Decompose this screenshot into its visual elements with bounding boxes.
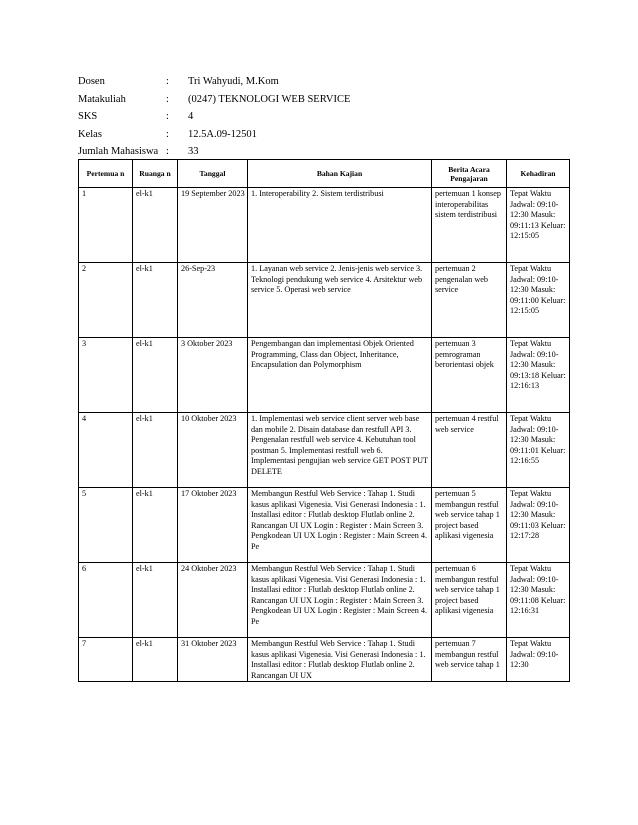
cell-tanggal: 31 Oktober 2023	[178, 638, 248, 682]
cell-kehadiran: Tepat Waktu Jadwal: 09:10-12:30 Masuk: 09:11:01 Keluar: 12:16:55	[507, 413, 570, 488]
info-value: 33	[188, 146, 199, 157]
table-row	[79, 263, 570, 338]
cell-tanggal: 17 Oktober 2023	[178, 488, 248, 563]
cell-tanggal: 3 Oktober 2023	[178, 338, 248, 413]
info-row-sks	[78, 108, 478, 126]
cell-berita-acara: pertemuan 5 membangun restful web service tahap 1 project based aplikasi vigenesia	[432, 488, 507, 563]
cell-tanggal: 24 Oktober 2023	[178, 563, 248, 638]
header-ruangan: Ruanga n	[133, 160, 178, 188]
course-info	[78, 73, 478, 161]
header-tanggal: Tanggal	[178, 160, 248, 188]
cell-pertemuan: 6	[79, 563, 133, 638]
cell-berita-acara: pertemuan 3 pemrograman berorientasi objek	[432, 338, 507, 413]
cell-kehadiran: Tepat Waktu Jadwal: 09:10-12:30 Masuk: 09:11:13 Keluar: 12:15:05	[507, 188, 570, 263]
cell-pertemuan: 4	[79, 413, 133, 488]
info-colon: :	[166, 93, 169, 105]
cell-kehadiran: Tepat Waktu Jadwal: 09:10-12:30 Masuk: 09:11:00 Keluar: 12:15:05	[507, 263, 570, 338]
table-row	[79, 188, 570, 263]
cell-bahan-kajian: Membangun Restful Web Service : Tahap 1. Studi kasus aplikasi Vigenesia. Visi Generasi Indonesia : 1. Installasi editor : Flutlab desktop Flutlab online 2. Rancangan UI UX Login : Register : Main Screen 3. Pengkodean UI UX Login : Register : Main Screen 4. Pe	[248, 488, 432, 563]
table-row	[79, 638, 570, 682]
info-row-jumlah-mahasiswa	[78, 143, 478, 161]
cell-bahan-kajian: Pengembangan dan implementasi Objek Oriented Programming, Class dan Object, Inheritance, Encapsulation dan Polymorphism	[248, 338, 432, 413]
cell-berita-acara: pertemuan 6 membangun restful web service tahap 1 project based aplikasi vigenesia	[432, 563, 507, 638]
cell-pertemuan: 3	[79, 338, 133, 413]
header-berita-acara: Berita Acara Pengajaran	[432, 160, 507, 188]
cell-kehadiran: Tepat Waktu Jadwal: 09:10-12:30 Masuk: 09:11:08 Keluar: 12:16:31	[507, 563, 570, 638]
cell-bahan-kajian: 1. Implementasi web service client server web base dan mobile 2. Disain database dan restfull API 3. Pengenalan restfull web service 4. Kebutuhan tool postman 5. Implementasi restfull web 6. Implementasi pengujian web service GET POST PUT DELETE	[248, 413, 432, 488]
info-row-matakuliah	[78, 91, 478, 109]
info-row-kelas	[78, 126, 478, 144]
cell-kehadiran: Tepat Waktu Jadwal: 09:10-12:30 Masuk: 09:13:18 Keluar: 12:16:13	[507, 338, 570, 413]
header-pertemuan: Pertemua n	[79, 160, 133, 188]
cell-tanggal: 19 September 2023	[178, 188, 248, 263]
table-header-row	[79, 160, 570, 188]
header-bahan-kajian: Bahan Kajian	[248, 160, 432, 188]
cell-pertemuan: 2	[79, 263, 133, 338]
cell-pertemuan: 7	[79, 638, 133, 682]
cell-ruangan: el-k1	[133, 338, 178, 413]
table-row	[79, 488, 570, 563]
info-value: 4	[188, 111, 194, 122]
cell-kehadiran: Tepat Waktu Jadwal: 09:10-12:30	[507, 638, 570, 682]
cell-bahan-kajian: 1. Interoperability 2. Sistem terdistribusi	[248, 188, 432, 263]
table-row	[79, 413, 570, 488]
cell-berita-acara: pertemuan 2 pengenalan web service	[432, 263, 507, 338]
table-row	[79, 563, 570, 638]
info-label: Dosen	[78, 76, 105, 87]
info-colon: :	[166, 111, 169, 122]
cell-ruangan: el-k1	[133, 263, 178, 338]
info-row-dosen	[78, 73, 478, 91]
cell-ruangan: el-k1	[133, 563, 178, 638]
info-value: Tri Wahyudi, M.Kom	[188, 76, 279, 87]
cell-tanggal: 10 Oktober 2023	[178, 413, 248, 488]
info-label: SKS	[78, 111, 98, 122]
cell-berita-acara: pertemuan 1 konsep interoperabilitas sistem terdistribusi	[432, 188, 507, 263]
cell-berita-acara: pertemuan 7 membangun restful web service tahap 1	[432, 638, 507, 682]
cell-berita-acara: pertemuan 4 restful web service	[432, 413, 507, 488]
info-value: (0247) TEKNOLOGI WEB SERVICE	[188, 93, 351, 105]
cell-ruangan: el-k1	[133, 638, 178, 682]
cell-pertemuan: 5	[79, 488, 133, 563]
cell-bahan-kajian: Membangun Restful Web Service : Tahap 1. Studi kasus aplikasi Vigenesia. Visi Generasi Indonesia : 1. Installasi editor : Flutlab desktop Flutlab online 2. Rancangan UI UX Login : Register : Main Screen 3. Pengkodean UI UX Login : Register : Main Screen 4. Pe	[248, 563, 432, 638]
table-row	[79, 338, 570, 413]
info-colon: :	[166, 128, 169, 140]
attendance-table	[78, 159, 570, 682]
cell-ruangan: el-k1	[133, 188, 178, 263]
cell-pertemuan: 1	[79, 188, 133, 263]
info-label: Jumlah Mahasiswa	[78, 146, 159, 157]
info-label: Kelas	[78, 128, 102, 140]
info-label: Matakuliah	[78, 93, 126, 105]
cell-ruangan: el-k1	[133, 413, 178, 488]
cell-kehadiran: Tepat Waktu Jadwal: 09:10-12:30 Masuk: 09:11:03 Keluar: 12:17:28	[507, 488, 570, 563]
info-value: 12.5A.09-12501	[188, 128, 257, 140]
header-kehadiran: Kehadiran	[507, 160, 570, 188]
cell-bahan-kajian: 1. Layanan web service 2. Jenis-jenis web service 3. Teknologi pendukung web service 4. Arsitektur web service 5. Operasi web service	[248, 263, 432, 338]
cell-bahan-kajian: Membangun Restful Web Service : Tahap 1. Studi kasus aplikasi Vigenesia. Visi Generasi Indonesia : 1. Installasi editor : Flutlab desktop Flutlab online 2. Rancangan UI UX	[248, 638, 432, 682]
info-colon: :	[166, 76, 169, 87]
cell-ruangan: el-k1	[133, 488, 178, 563]
info-colon: :	[166, 146, 169, 157]
cell-tanggal: 26-Sep-23	[178, 263, 248, 338]
